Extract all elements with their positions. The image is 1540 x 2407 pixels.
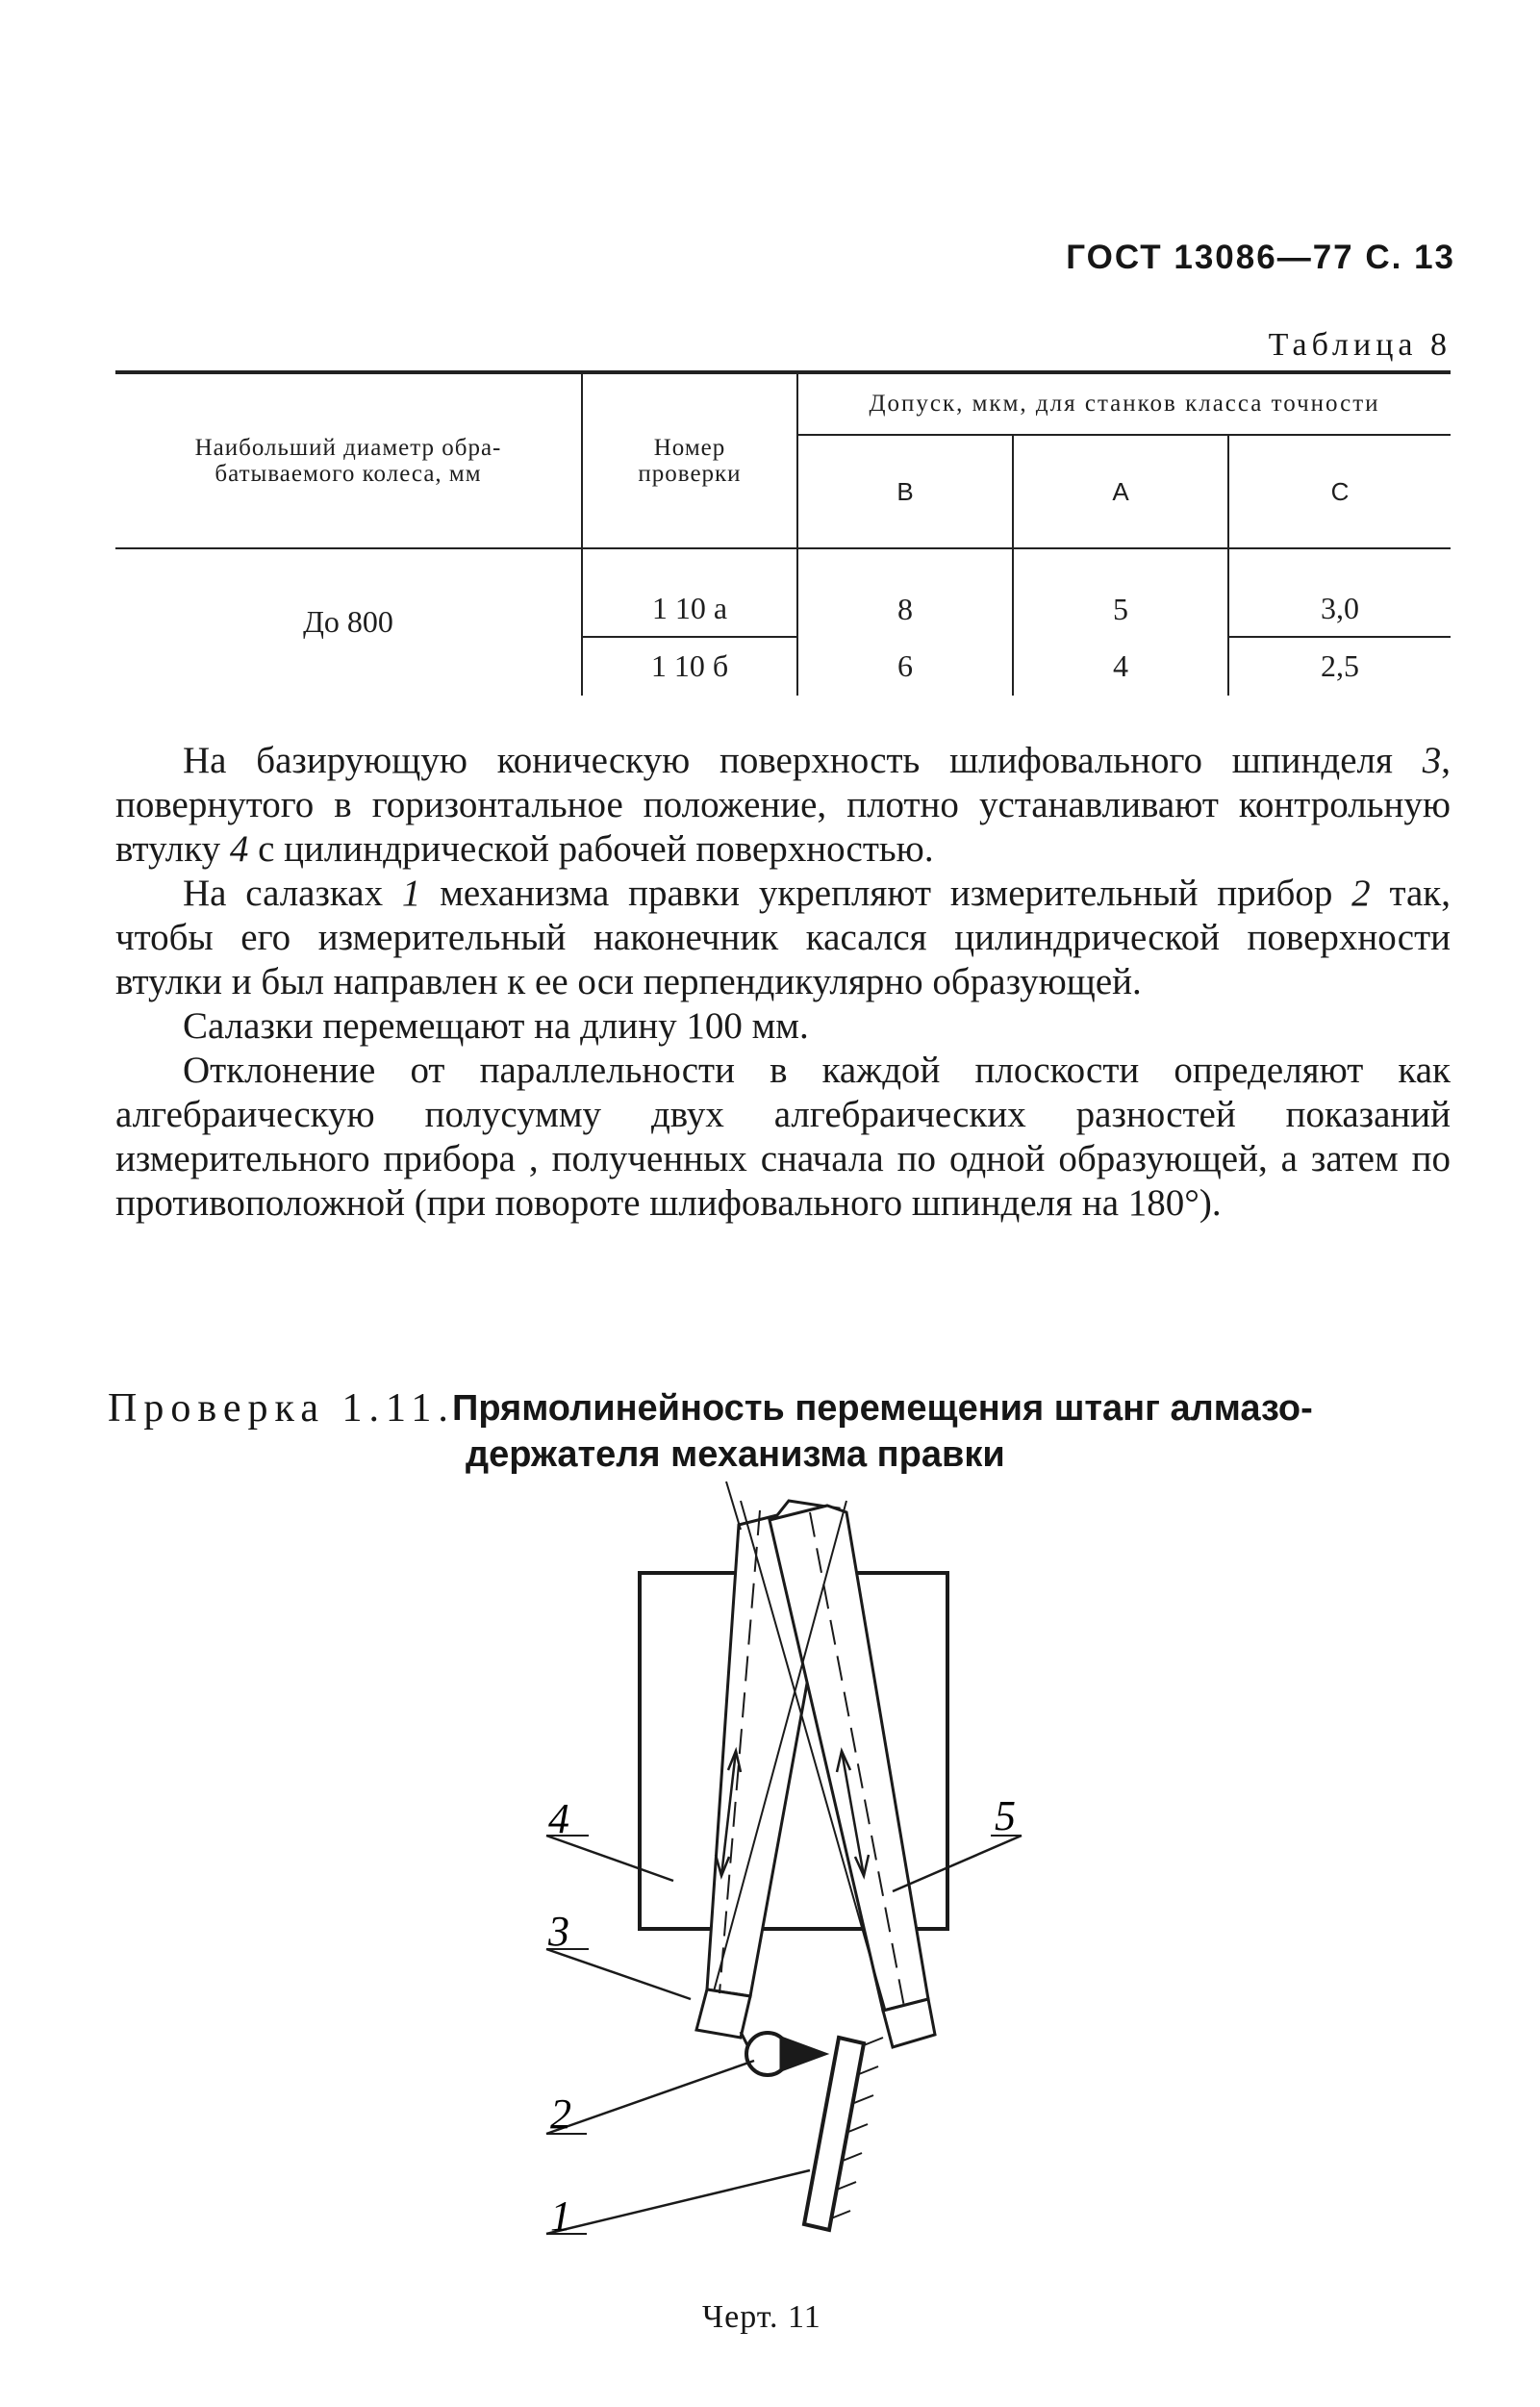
diameter-cell: До 800 xyxy=(115,548,582,696)
value-cell: 8 xyxy=(797,548,1013,637)
callout-5: 5 xyxy=(995,1792,1016,1839)
col-tolerance-header: Допуск, мкм, для станков класса точности xyxy=(797,372,1451,435)
table-label: Таблица 8 xyxy=(1268,327,1452,363)
col-check-header: Номер проверки xyxy=(582,372,797,548)
callout-2: 2 xyxy=(550,2090,571,2138)
value-cell: 5 xyxy=(1013,548,1228,637)
callout-1: 1 xyxy=(550,2192,571,2240)
check-cell: 1 10 б xyxy=(582,637,797,696)
value-cell: 2,5 xyxy=(1228,637,1451,696)
class-a-header: А xyxy=(1013,435,1228,548)
check-cell: 1 10 а xyxy=(582,548,797,637)
figure-caption: Черт. 11 xyxy=(702,2299,821,2335)
class-c-header: С xyxy=(1228,435,1451,548)
class-b-header: В xyxy=(797,435,1013,548)
col-diameter-header: Наибольший диаметр обра- батываемого колеса, мм xyxy=(115,372,582,548)
paragraph: Салазки перемещают на длину 100 мм. xyxy=(183,1005,809,1047)
paragraph: Отклонение от параллельности в каждой плоскости определяют как алгебраическую полусумму двух алгебраических разностей показаний измерительного прибора , полученных сначала по одной образующей, а затем по противоположной (при повороте шлифовального шпинделя на 180°). xyxy=(115,1050,1451,1224)
value-cell: 4 xyxy=(1013,637,1228,696)
slide xyxy=(804,2038,864,2230)
value-cell: 6 xyxy=(797,637,1013,696)
callout-3: 3 xyxy=(548,1908,569,1955)
callout-4: 4 xyxy=(548,1795,569,1842)
check-title: Прямолинейность перемещения штанг алмазо- держателя механизма правки xyxy=(452,1388,1313,1475)
value-cell: 3,0 xyxy=(1228,548,1451,637)
paragraph: На базирующую коническую поверхность шлифовального шпинделя 3, повернутого в горизонтальное положение, плотно устанавливают контрольную втулку 4 с цилиндрической рабочей поверхностью. xyxy=(115,740,1451,870)
page-header: ГОСТ 13086—77 С. 13 xyxy=(1066,239,1455,276)
check-label: Проверка 1.11. xyxy=(108,1386,455,1431)
paragraph: На салазках 1 механизма правки укрепляют измерительный прибор 2 так, чтобы его измерительный наконечник касался цилиндрической поверхности втулки и был направлен к ее оси перпендикулярно образующей. xyxy=(115,873,1452,1002)
